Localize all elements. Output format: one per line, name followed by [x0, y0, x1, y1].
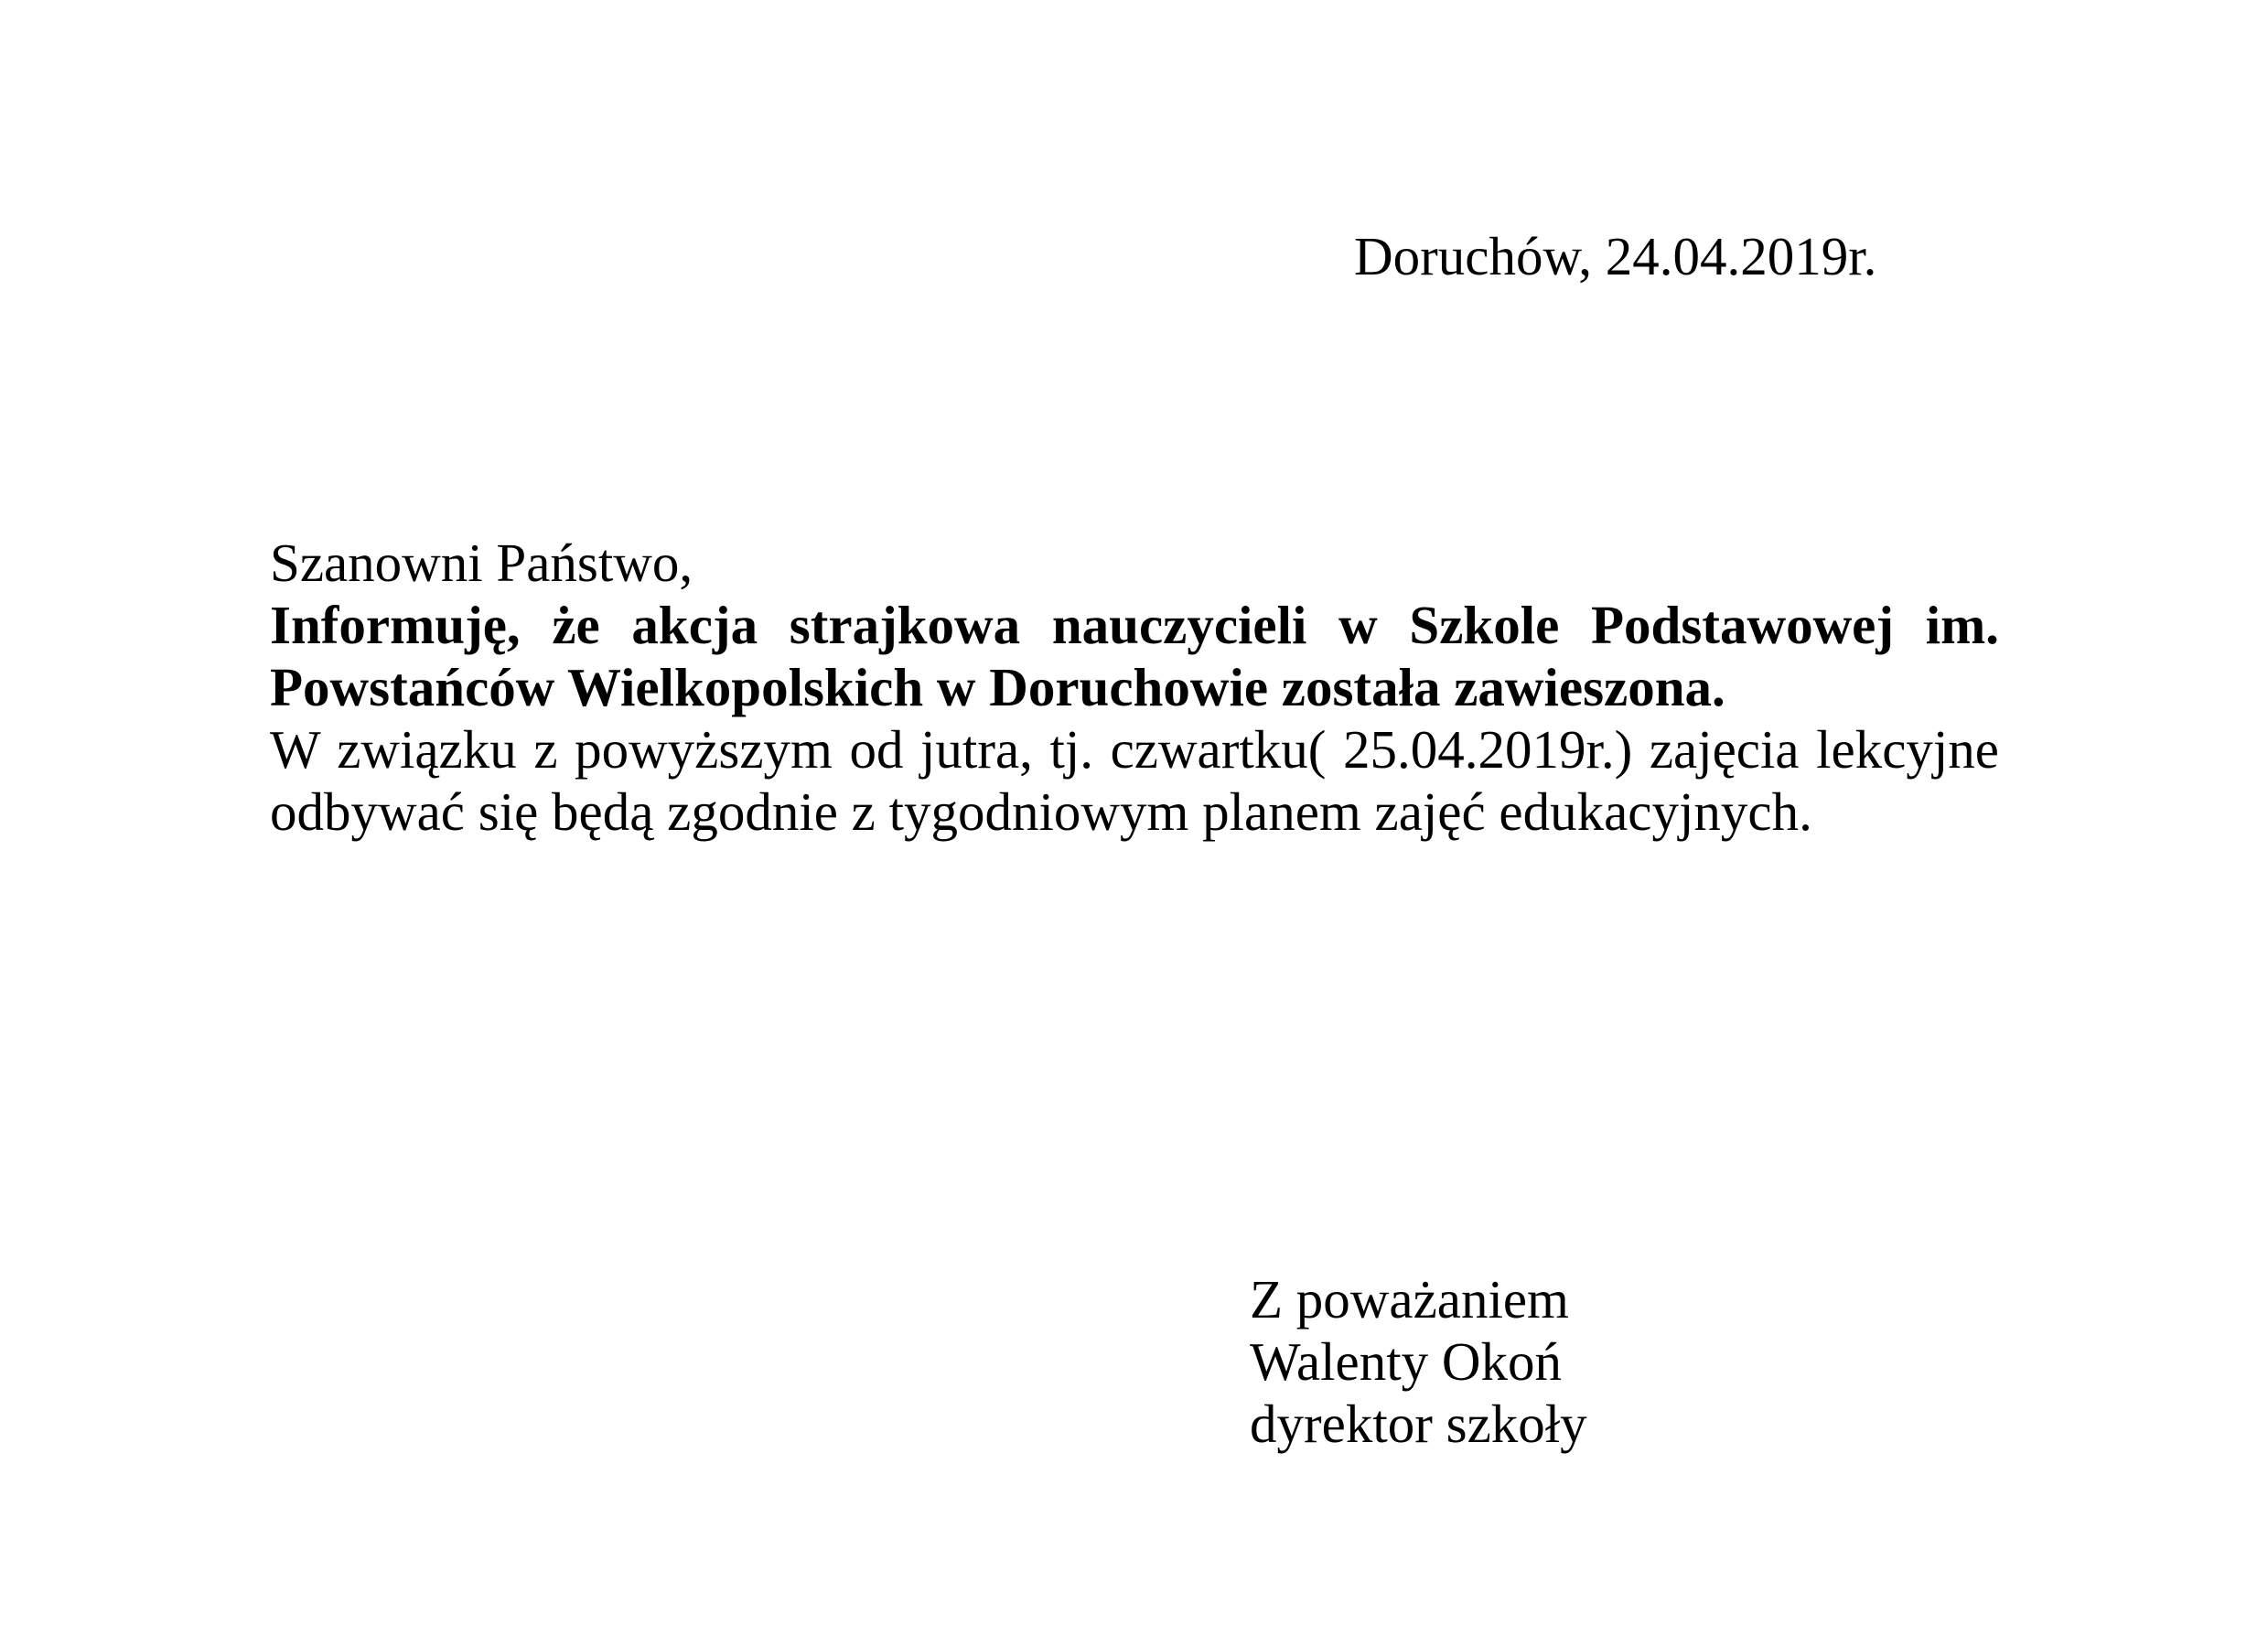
- body-line: Powstańców Wielkopolskich w Doruchowie została zawieszona.: [270, 657, 1725, 717]
- dateline: Doruchów, 24.04.2019r.: [1354, 226, 1877, 286]
- body-line: Informuję, że akcja strajkowa nauczycieli w Szkole Podstawowej im.: [270, 595, 1999, 655]
- body-line: odbywać się będą zgodnie z tygodniowym planem zajęć edukacyjnych.: [270, 781, 1812, 842]
- letter-body: [270, 532, 1999, 843]
- salutation: Szanowni Państwo,: [270, 533, 693, 593]
- body-line: W związku z powyższym od jutra, tj. czwartku( 25.04.2019r.) zajęcia lekcyjne: [270, 719, 1999, 780]
- closing: Z poważaniem: [1250, 1269, 1569, 1329]
- signature-block: [1250, 1268, 1587, 1455]
- signer-title: dyrektor szkoły: [1250, 1394, 1587, 1454]
- signer-name: Walenty Okoń: [1250, 1331, 1562, 1392]
